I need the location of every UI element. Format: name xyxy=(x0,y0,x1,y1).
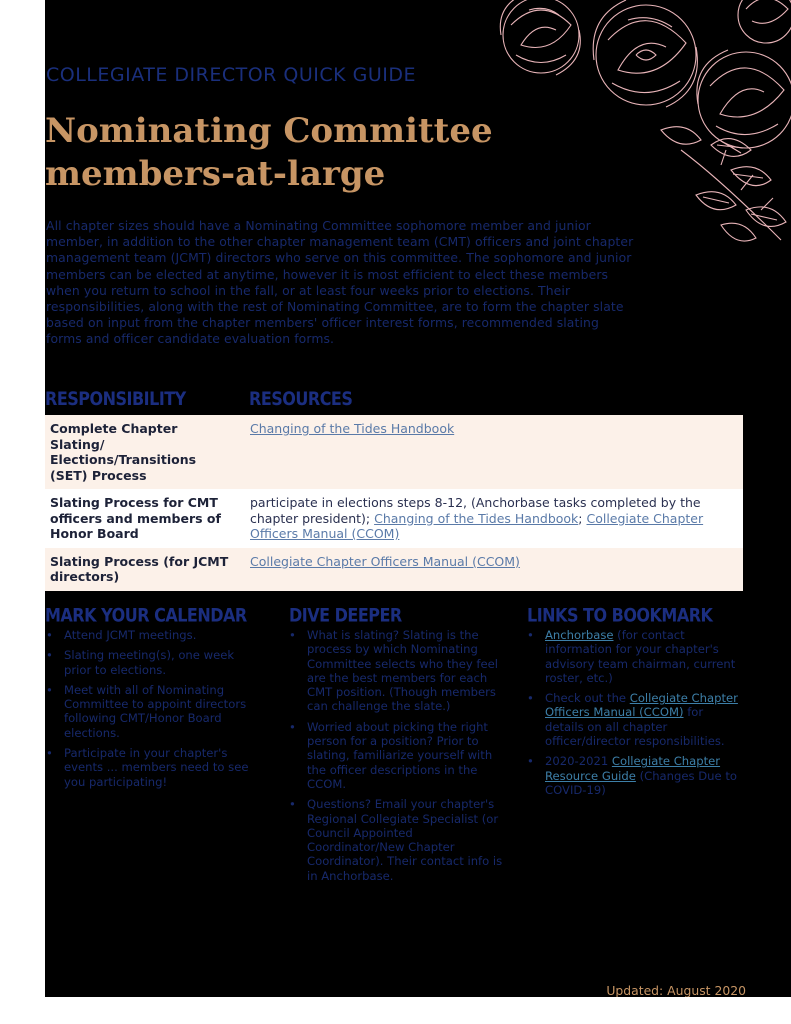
list-item xyxy=(527,754,739,797)
ccom-link[interactable]: Collegiate Chapter Officers Manual (CCOM) xyxy=(250,510,704,541)
page-title xyxy=(45,110,493,196)
list-item: • Participate in your chapter's events ... members need to see you participating! xyxy=(46,746,261,789)
responsibility-cell: Complete Chapter Slating/ Elections/Transitions (SET) Process xyxy=(50,421,197,483)
responsibility-cell: Slating Process (for JCMT directors) xyxy=(50,553,229,584)
guide-label: COLLEGIATE DIRECTOR QUICK GUIDE xyxy=(46,64,417,86)
responsibility-cell: Slating Process for CMT officers and members of Honor Board xyxy=(50,495,221,541)
ccom-link[interactable]: Collegiate Chapter Officers Manual (CCOM) xyxy=(250,553,520,569)
list-item-text: (for contact information for your chapter's advisory team chairman, current roster, etc.) xyxy=(545,628,736,685)
changing-tides-handbook-link[interactable]: Changing of the Tides Handbook xyxy=(374,510,579,526)
list-item-text: for details on all chapter officer/director responsibilities. xyxy=(545,705,725,749)
list-item: • Slating meeting(s), one week prior to elections. xyxy=(46,648,261,677)
list-item-text: (Changes Due to COVID-19) xyxy=(545,768,737,797)
updated-date: Updated: August 2020 xyxy=(606,983,746,997)
resources-cell xyxy=(240,548,743,591)
page xyxy=(45,0,791,997)
floral-roses-illustration xyxy=(481,0,791,250)
list-item: • Attend JCMT meetings. xyxy=(46,628,261,642)
dive-deeper-list xyxy=(289,628,504,889)
resources-column-header: RESOURCES xyxy=(249,387,353,410)
table-row xyxy=(45,489,743,548)
resource-guide-link[interactable]: Collegiate Chapter Resource Guide xyxy=(545,754,721,783)
dive-deeper-heading: DIVE DEEPER xyxy=(289,604,402,626)
list-item xyxy=(527,628,739,685)
list-item: • Meet with all of Nominating Committee to appoint directors following CMT/Honor Board elections. xyxy=(46,683,261,740)
title-line-2: members-at-large xyxy=(45,154,386,194)
bookmark-list xyxy=(527,628,739,803)
responsibility-table xyxy=(45,415,743,591)
list-item xyxy=(527,691,739,748)
list-item-text: Check out the xyxy=(545,691,630,706)
responsibility-column-header: RESPONSIBILITY xyxy=(45,387,186,410)
separator: ; xyxy=(578,510,587,526)
ccom-link[interactable]: Collegiate Chapter Officers Manual (CCOM) xyxy=(545,691,738,720)
list-item-text: 2020-2021 xyxy=(545,754,612,769)
table-row xyxy=(45,415,743,489)
calendar-list xyxy=(46,628,261,795)
resources-cell xyxy=(240,489,743,548)
anchorbase-link[interactable]: Anchorbase xyxy=(545,628,614,642)
list-item: • Worried about picking the right person for a position? Prior to slating, familiarize yourself with the officer descriptions in the CCOM. xyxy=(289,720,504,791)
table-row xyxy=(45,548,743,591)
list-item: • What is slating? Slating is the process by which Nominating Committee selects who they feel are the best members for each CMT position. (Though members can challenge the slate.) xyxy=(289,628,504,714)
resources-text: participate in elections steps 8-12, (Anchorbase tasks completed by the chapter president); xyxy=(250,495,701,526)
intro-paragraph: All chapter sizes should have a Nominating Committee sophomore member and junior member, in addition to the other chapter management team (CMT) officers and joint chapter management team (JCMT) directors who serve on this committee. The sophomore and junior members can be elected at anytime, however it is most efficient to elect these members when you return to school in the fall, or at least four weeks prior to elections. Their responsibilities, along with the rest of Nominating Committee, are to form the chapter slate based on input from the chapter members' officer interest forms, recommended slating forms and officer candidate evaluation forms. xyxy=(46,218,634,347)
calendar-heading: MARK YOUR CALENDAR xyxy=(45,604,247,626)
resources-cell xyxy=(240,415,743,489)
changing-tides-handbook-link[interactable]: Changing of the Tides Handbook xyxy=(250,421,455,436)
title-line-1: Nominating Committee xyxy=(45,111,493,151)
list-item: • Questions? Email your chapter's Regional Collegiate Specialist (or Council Appointed Coordinator/New Chapter Coordinator). Their contact info is in Anchorbase. xyxy=(289,797,504,883)
links-heading: LINKS TO BOOKMARK xyxy=(527,604,713,626)
